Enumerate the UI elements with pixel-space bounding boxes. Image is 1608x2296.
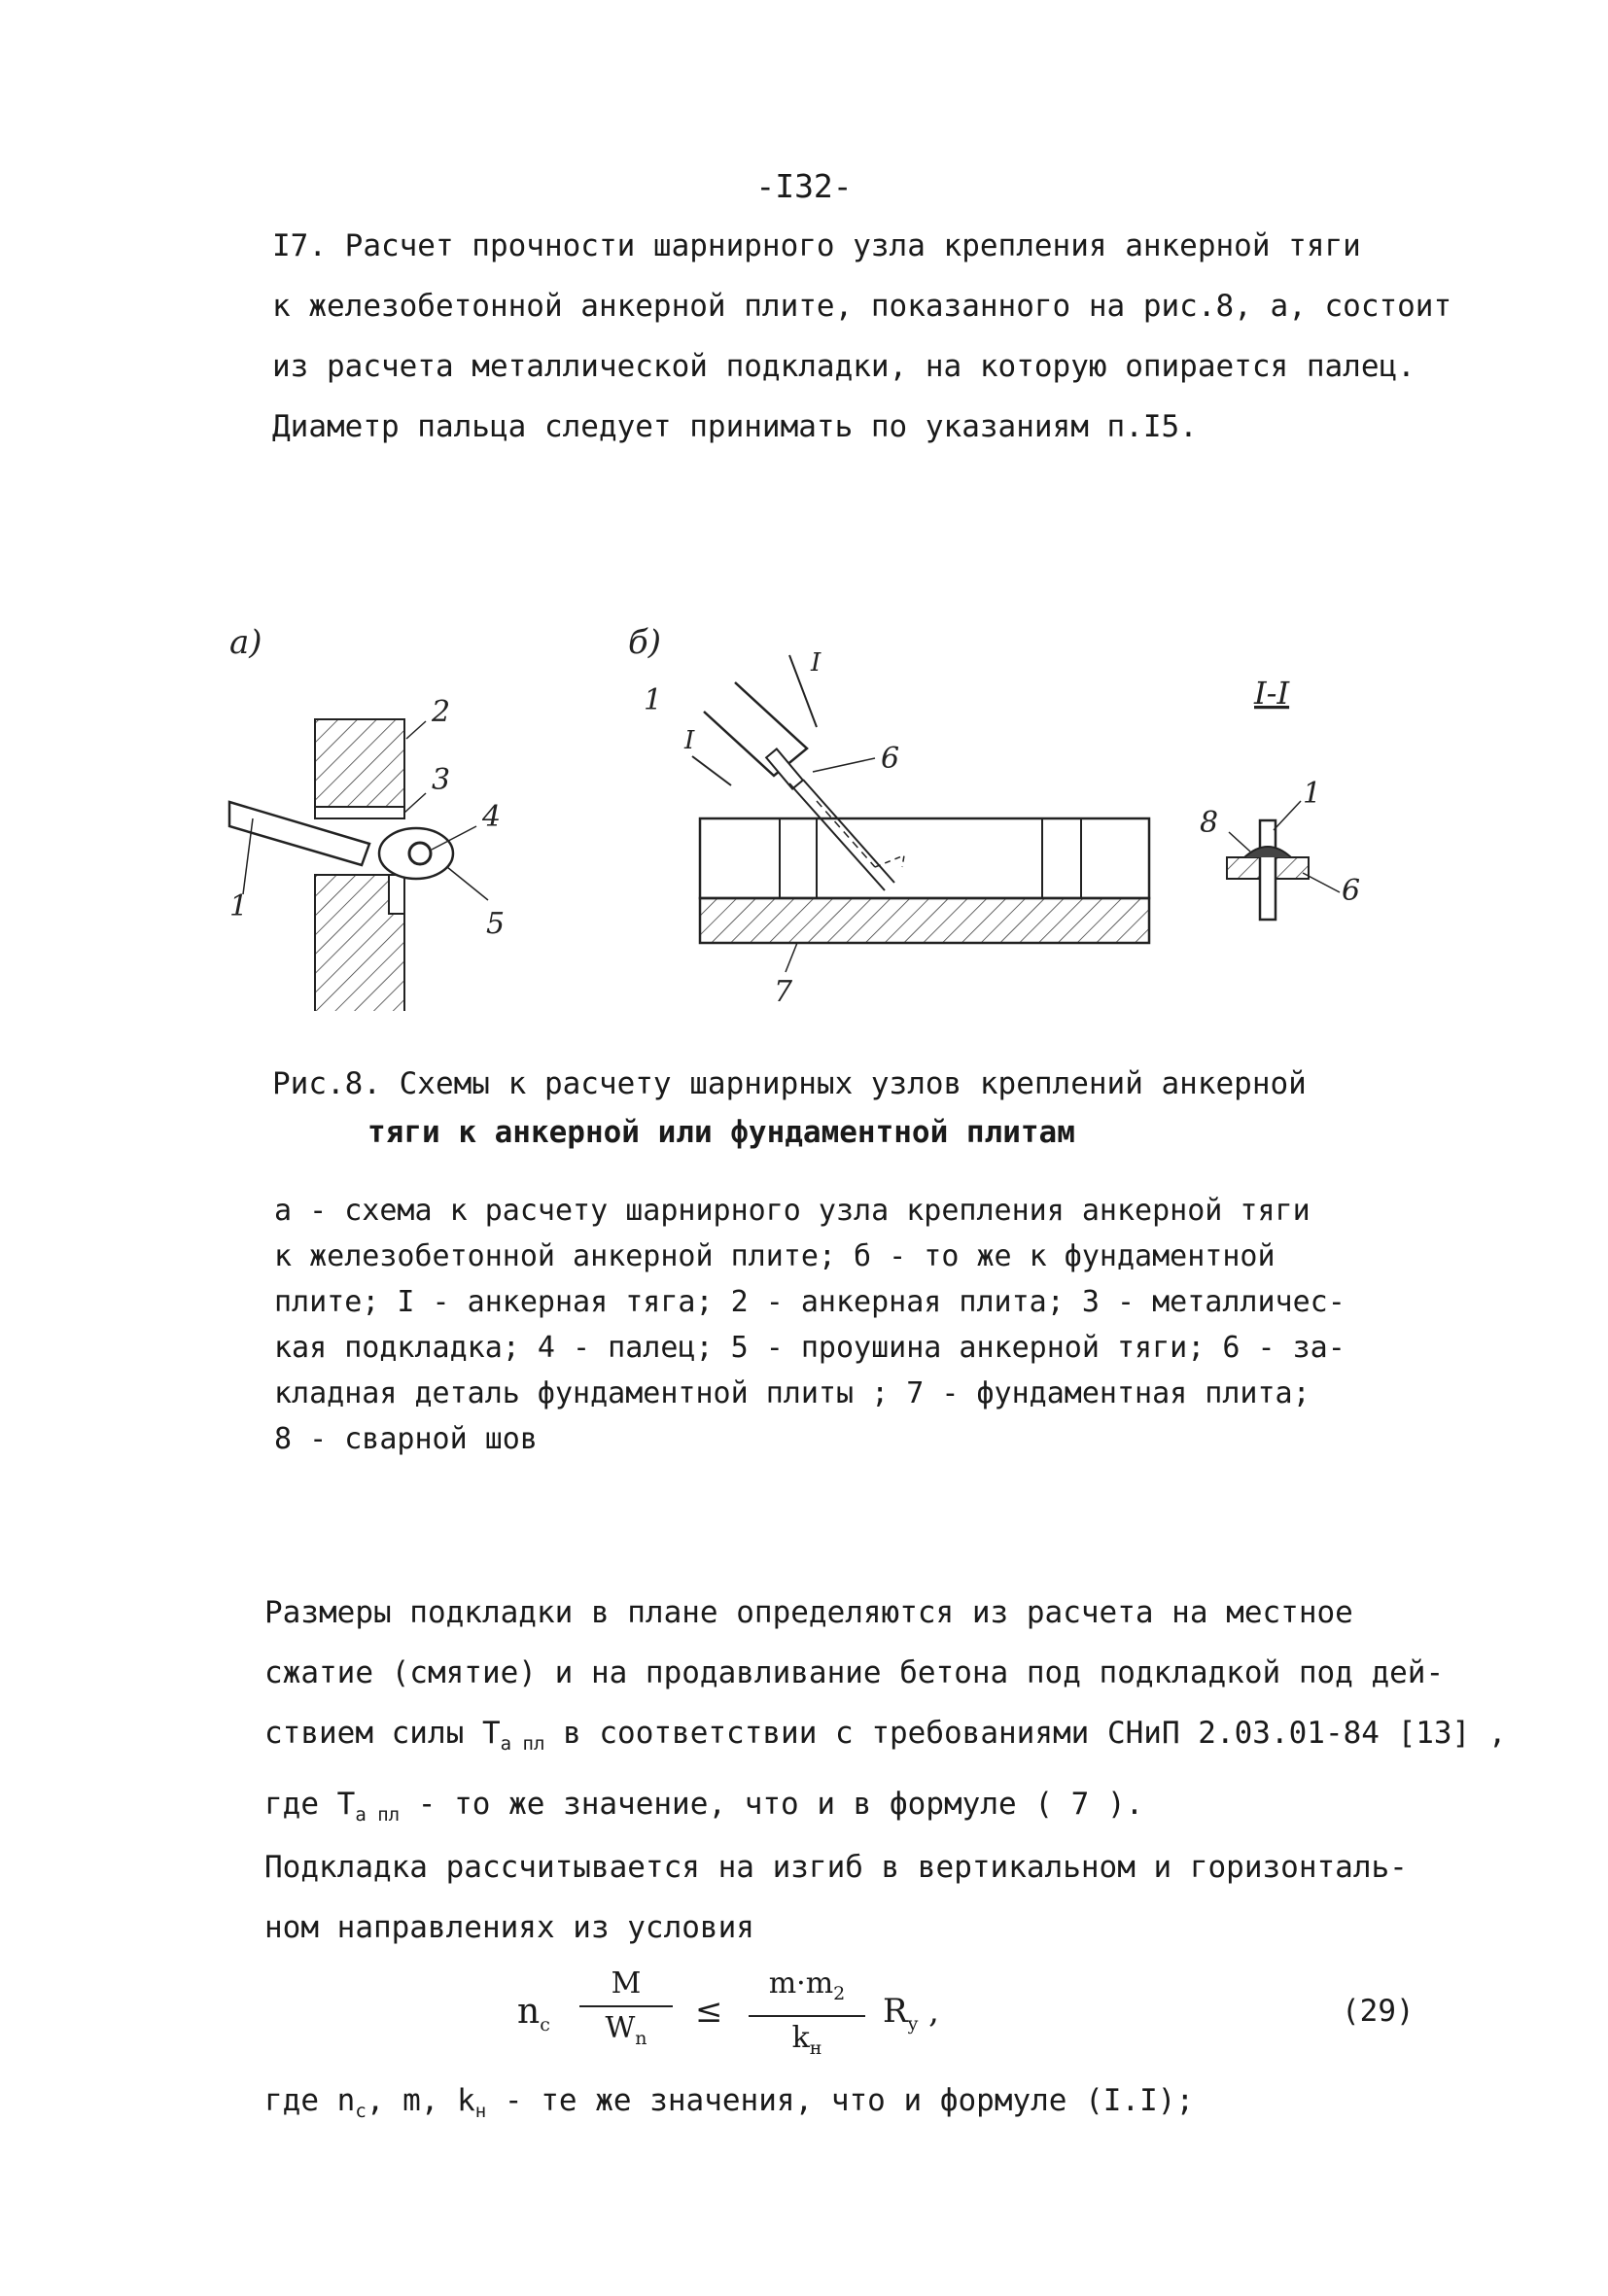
section-i-i: [1200, 675, 1360, 920]
symbol: k: [791, 2021, 810, 2055]
leader-line: [406, 721, 426, 739]
callout-8: 8: [1200, 806, 1219, 840]
numerator: [749, 1965, 865, 2013]
formula-29: [486, 1959, 1458, 2075]
denominator: [749, 2019, 865, 2068]
pin: [409, 843, 431, 864]
legend-line: а - схема к расчету шарнирного узла крепления анкерной тяги: [274, 1194, 1311, 1228]
foundation-plate: [700, 898, 1149, 943]
subscript: 2: [833, 1983, 846, 2004]
subscript: c: [355, 2101, 367, 2123]
paragraph-where: [264, 2070, 1194, 2141]
leader-line: [404, 793, 426, 813]
callout-3: 3: [432, 763, 451, 797]
leader-line: [1274, 801, 1301, 830]
symbol: R: [883, 1992, 908, 2031]
formula-ry: [883, 1992, 939, 2035]
leader-line: [1303, 873, 1340, 892]
callout-1: 1: [229, 889, 249, 923]
text-line: к железобетонной анкерной плите, показанного на рис.8, а, состоит: [272, 289, 1452, 324]
anchor-tie-rod-b: [704, 682, 807, 776]
leader-line: [786, 943, 797, 972]
text-line: сжатие (смятие) и на продавливание бетона под подкладкой под дей-: [264, 1655, 1445, 1690]
figure-legend: [274, 1188, 1346, 1462]
section-line: [692, 756, 731, 785]
fraction-mm-over-k: [749, 1965, 865, 2068]
callout-6c: 6: [1342, 874, 1361, 908]
symbol: k: [457, 2083, 475, 2118]
symbol: W: [605, 2011, 636, 2045]
text-line: Диаметр пальца следует принимать по указаниям п.I5.: [272, 409, 1198, 444]
caption-line: Рис.8. Схемы к расчету шарнирных узлов креплений анкерной: [272, 1066, 1307, 1101]
label-a: а): [229, 623, 262, 662]
paragraph-17: [272, 216, 1451, 457]
callout-2: 2: [432, 695, 451, 729]
fraction-bar: [579, 2005, 673, 2007]
anchor-plate-top: [315, 719, 404, 807]
label-b: б): [628, 623, 662, 662]
text-line: [264, 2070, 1194, 2141]
callout-1c: 1: [1303, 777, 1322, 811]
leader-line: [447, 867, 488, 900]
fraction-bar: [749, 2015, 865, 2017]
paragraph-pad-sizes: [264, 1583, 1507, 1845]
text-line: ном направлениях из условия: [264, 1910, 754, 1945]
symbol: n: [336, 2083, 356, 2118]
drawing-b: [628, 623, 1149, 1009]
caption-line: тяги к анкерной или фундаментной плитам: [367, 1115, 1075, 1150]
leader-line: [813, 758, 875, 772]
tie-rod-section: [1260, 820, 1276, 920]
subscript: а пл: [355, 1804, 401, 1826]
callout-5: 5: [486, 907, 506, 941]
weld-seam: [1244, 847, 1291, 857]
text-span: где T: [264, 1787, 356, 1823]
text-span: в соответствии с требованиями СНиП 2.03.01-84 [13] ,: [544, 1716, 1507, 1751]
leader-line: [1229, 832, 1250, 852]
section-mark: I: [684, 726, 695, 755]
section-mark: I: [811, 648, 821, 678]
subscript: y: [907, 2012, 919, 2035]
numerator: M: [611, 1966, 642, 2000]
formula-number: (29): [1342, 1994, 1415, 2029]
figure-caption: [272, 1060, 1307, 1157]
callout-7: 7: [774, 975, 793, 1009]
symbol: n: [517, 1992, 541, 2032]
denominator: [579, 2009, 673, 2058]
text-line: [264, 1703, 1507, 1774]
text-line: из расчета металлической подкладки, на которую опирается палец.: [272, 349, 1416, 384]
text-span: ,: [918, 1992, 939, 2031]
text-line: Подкладка рассчитывается на изгиб в вертикальном и горизонталь-: [264, 1850, 1408, 1885]
fraction-m-over-w: [579, 1965, 673, 2058]
text-line: Размеры подкладки в плане определяются из расчета на местное: [264, 1595, 1353, 1630]
text-span: - те же значения, что и формуле (I.I);: [486, 2083, 1195, 2118]
legend-line: 8 - сварной шов: [274, 1422, 538, 1456]
callout-6: 6: [881, 742, 900, 776]
subscript: c: [540, 2014, 550, 2036]
text-line: I7. Расчет прочности шарнирного узла крепления анкерной тяги: [272, 228, 1361, 263]
paragraph-bending: [264, 1837, 1408, 1958]
callout-4: 4: [482, 800, 502, 834]
legend-line: кладная деталь фундаментной плиты ; 7 - фундаментная плита;: [274, 1376, 1311, 1410]
figure-8: [194, 612, 1458, 1011]
steel-pad-lower: [389, 875, 404, 914]
relation-symbol: ≤: [695, 1992, 723, 2031]
subscript: н: [474, 2101, 487, 2123]
subscript: n: [635, 2028, 647, 2049]
text-span: где: [264, 2083, 337, 2118]
symbol: m·m: [768, 1966, 834, 2000]
callout-1b: 1: [644, 683, 663, 717]
page-number: -I32-: [755, 167, 853, 205]
legend-line: кая подкладка; 4 - палец; 5 - проушина анкерной тяги; 6 - за-: [274, 1331, 1346, 1365]
text-span: , m,: [366, 2083, 458, 2118]
text-span: ствием силы T: [264, 1716, 501, 1751]
subscript: н: [809, 2037, 822, 2059]
figure-8-drawing: [194, 612, 1458, 1011]
legend-line: плите; I - анкерная тяга; 2 - анкерная плита; 3 - металличес-: [274, 1285, 1346, 1319]
text-line: [264, 1774, 1507, 1845]
drawing-a: [229, 623, 505, 1011]
formula-nc: [517, 1992, 550, 2035]
text-span: - то же значение, что и в формуле ( 7 ).: [400, 1787, 1144, 1823]
subscript: а пл: [500, 1733, 545, 1756]
legend-line: к железобетонной анкерной плите; б - то же к фундаментной: [274, 1239, 1276, 1273]
steel-pad: [315, 807, 404, 818]
section-label: I-I: [1254, 675, 1290, 712]
